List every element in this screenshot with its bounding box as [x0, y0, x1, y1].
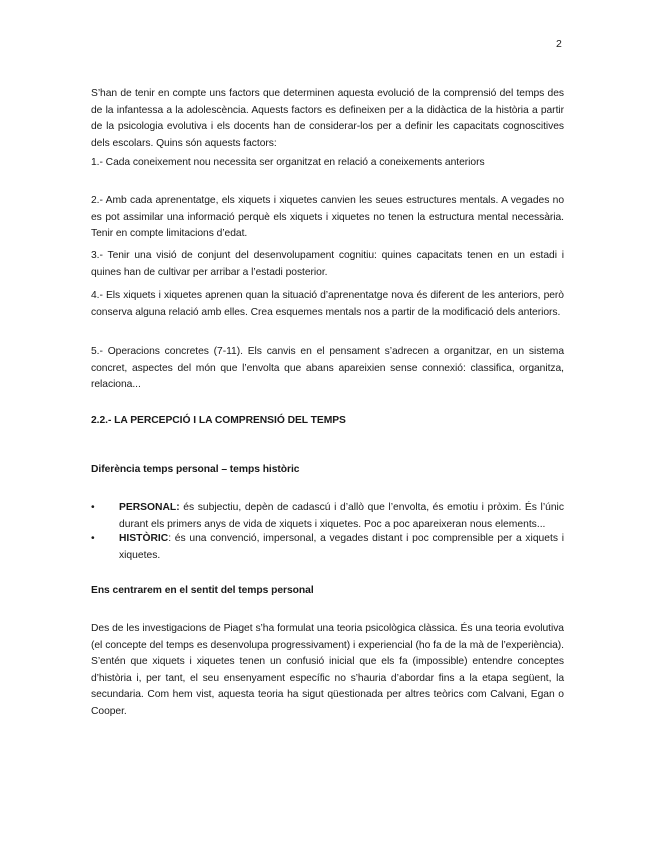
bullet-historic	[91, 531, 564, 564]
closing-paragraph: Des de les investigacions de Piaget s’ha formulat una teoria psicològica clàssica. És una teoria evolutiva (el concepte del temps es desenvolupa progressivament) i experiencial (ho fa de la mà de l’experiència). S’entén que xiquets i xiquetes tenen un confusió inicial que els fa (impossible) entendre conceptes d’història i, per tant, el seu ensenyament específic no s’hauria d’abordar fins a la etapa següent, la secundaria. Com hem vist, aquesta teoria ha sigut qüestionada per altres teòrics com Calvani, Egan o Cooper.	[91, 623, 564, 717]
intro-paragraph: S’han de tenir en compte uns factors que determinen aquesta evolució de la comprensió del temps des de la infantessa a la adolescència. Aquests factors es defineixen per a la didàctica de la història a partir de la psicologia evolutiva i els docents han de considerar-los per a definir les capacitats cognoscitives dels escolars. Quins són aquests factors:	[91, 88, 564, 149]
subheading-personal-time: Ens centrarem en el sentit del temps personal	[91, 585, 314, 596]
factor-1: 1.- Cada coneixement nou necessita ser organitzat en relació a coneixements anteriors	[91, 157, 485, 168]
bullet-term: HISTÒRIC	[119, 533, 169, 544]
bullet-personal	[91, 500, 564, 533]
bullet-description: és subjectiu, depèn de cadascú i d’allò que l’envolta, és emotiu i pròxim. És l’únic durant els primers anys de vida de xiquets i xiquetes. Poc a poc apareixeran nous elements...	[119, 502, 564, 530]
section-heading: 2.2.- LA PERCEPCIÓ I LA COMPRENSIÓ DEL TEMPS	[91, 415, 346, 426]
factor-5: 5.- Operacions concretes (7-11). Els canvis en el pensament s’adrecen a organitzar, en un sistema concret, aspectes del món que l’envolta que abans apareixien sense connexió: classifica, organitza, relaciona...	[91, 346, 564, 391]
bullet-description: : és una convenció, impersonal, a vegades distant i poc comprensible per a xiquets i xiquetes.	[119, 533, 564, 561]
bullet-text	[119, 531, 564, 564]
bullet-marker: •	[91, 533, 95, 544]
factor-4: 4.- Els xiquets i xiquetes aprenen quan la situació d’aprenentatge nova és diferent de les anteriors, però conserva alguna relació amb elles. Crea esquemes mentals nos a partir de la modificació dels anteriors.	[91, 290, 564, 318]
bullet-text	[119, 500, 564, 533]
page-number: 2	[556, 38, 562, 50]
subheading-personal-vs-historic: Diferència temps personal – temps històric	[91, 464, 300, 475]
factor-3: 3.- Tenir una visió de conjunt del desenvolupament cognitiu: quines capacitats tenen en un estadi i quines han de cultivar per arribar a l’estadi posterior.	[91, 250, 564, 278]
bullet-marker: •	[91, 502, 95, 513]
factor-2: 2.- Amb cada aprenentatge, els xiquets i xiquetes canvien les seues estructures mentals. A vegades no es pot assimilar una informació perquè els xiquets i xiquetes no tenen la estructura mental necessària. Tenir en compte limitacions d’edat.	[91, 195, 564, 240]
bullet-term: PERSONAL:	[119, 502, 180, 513]
